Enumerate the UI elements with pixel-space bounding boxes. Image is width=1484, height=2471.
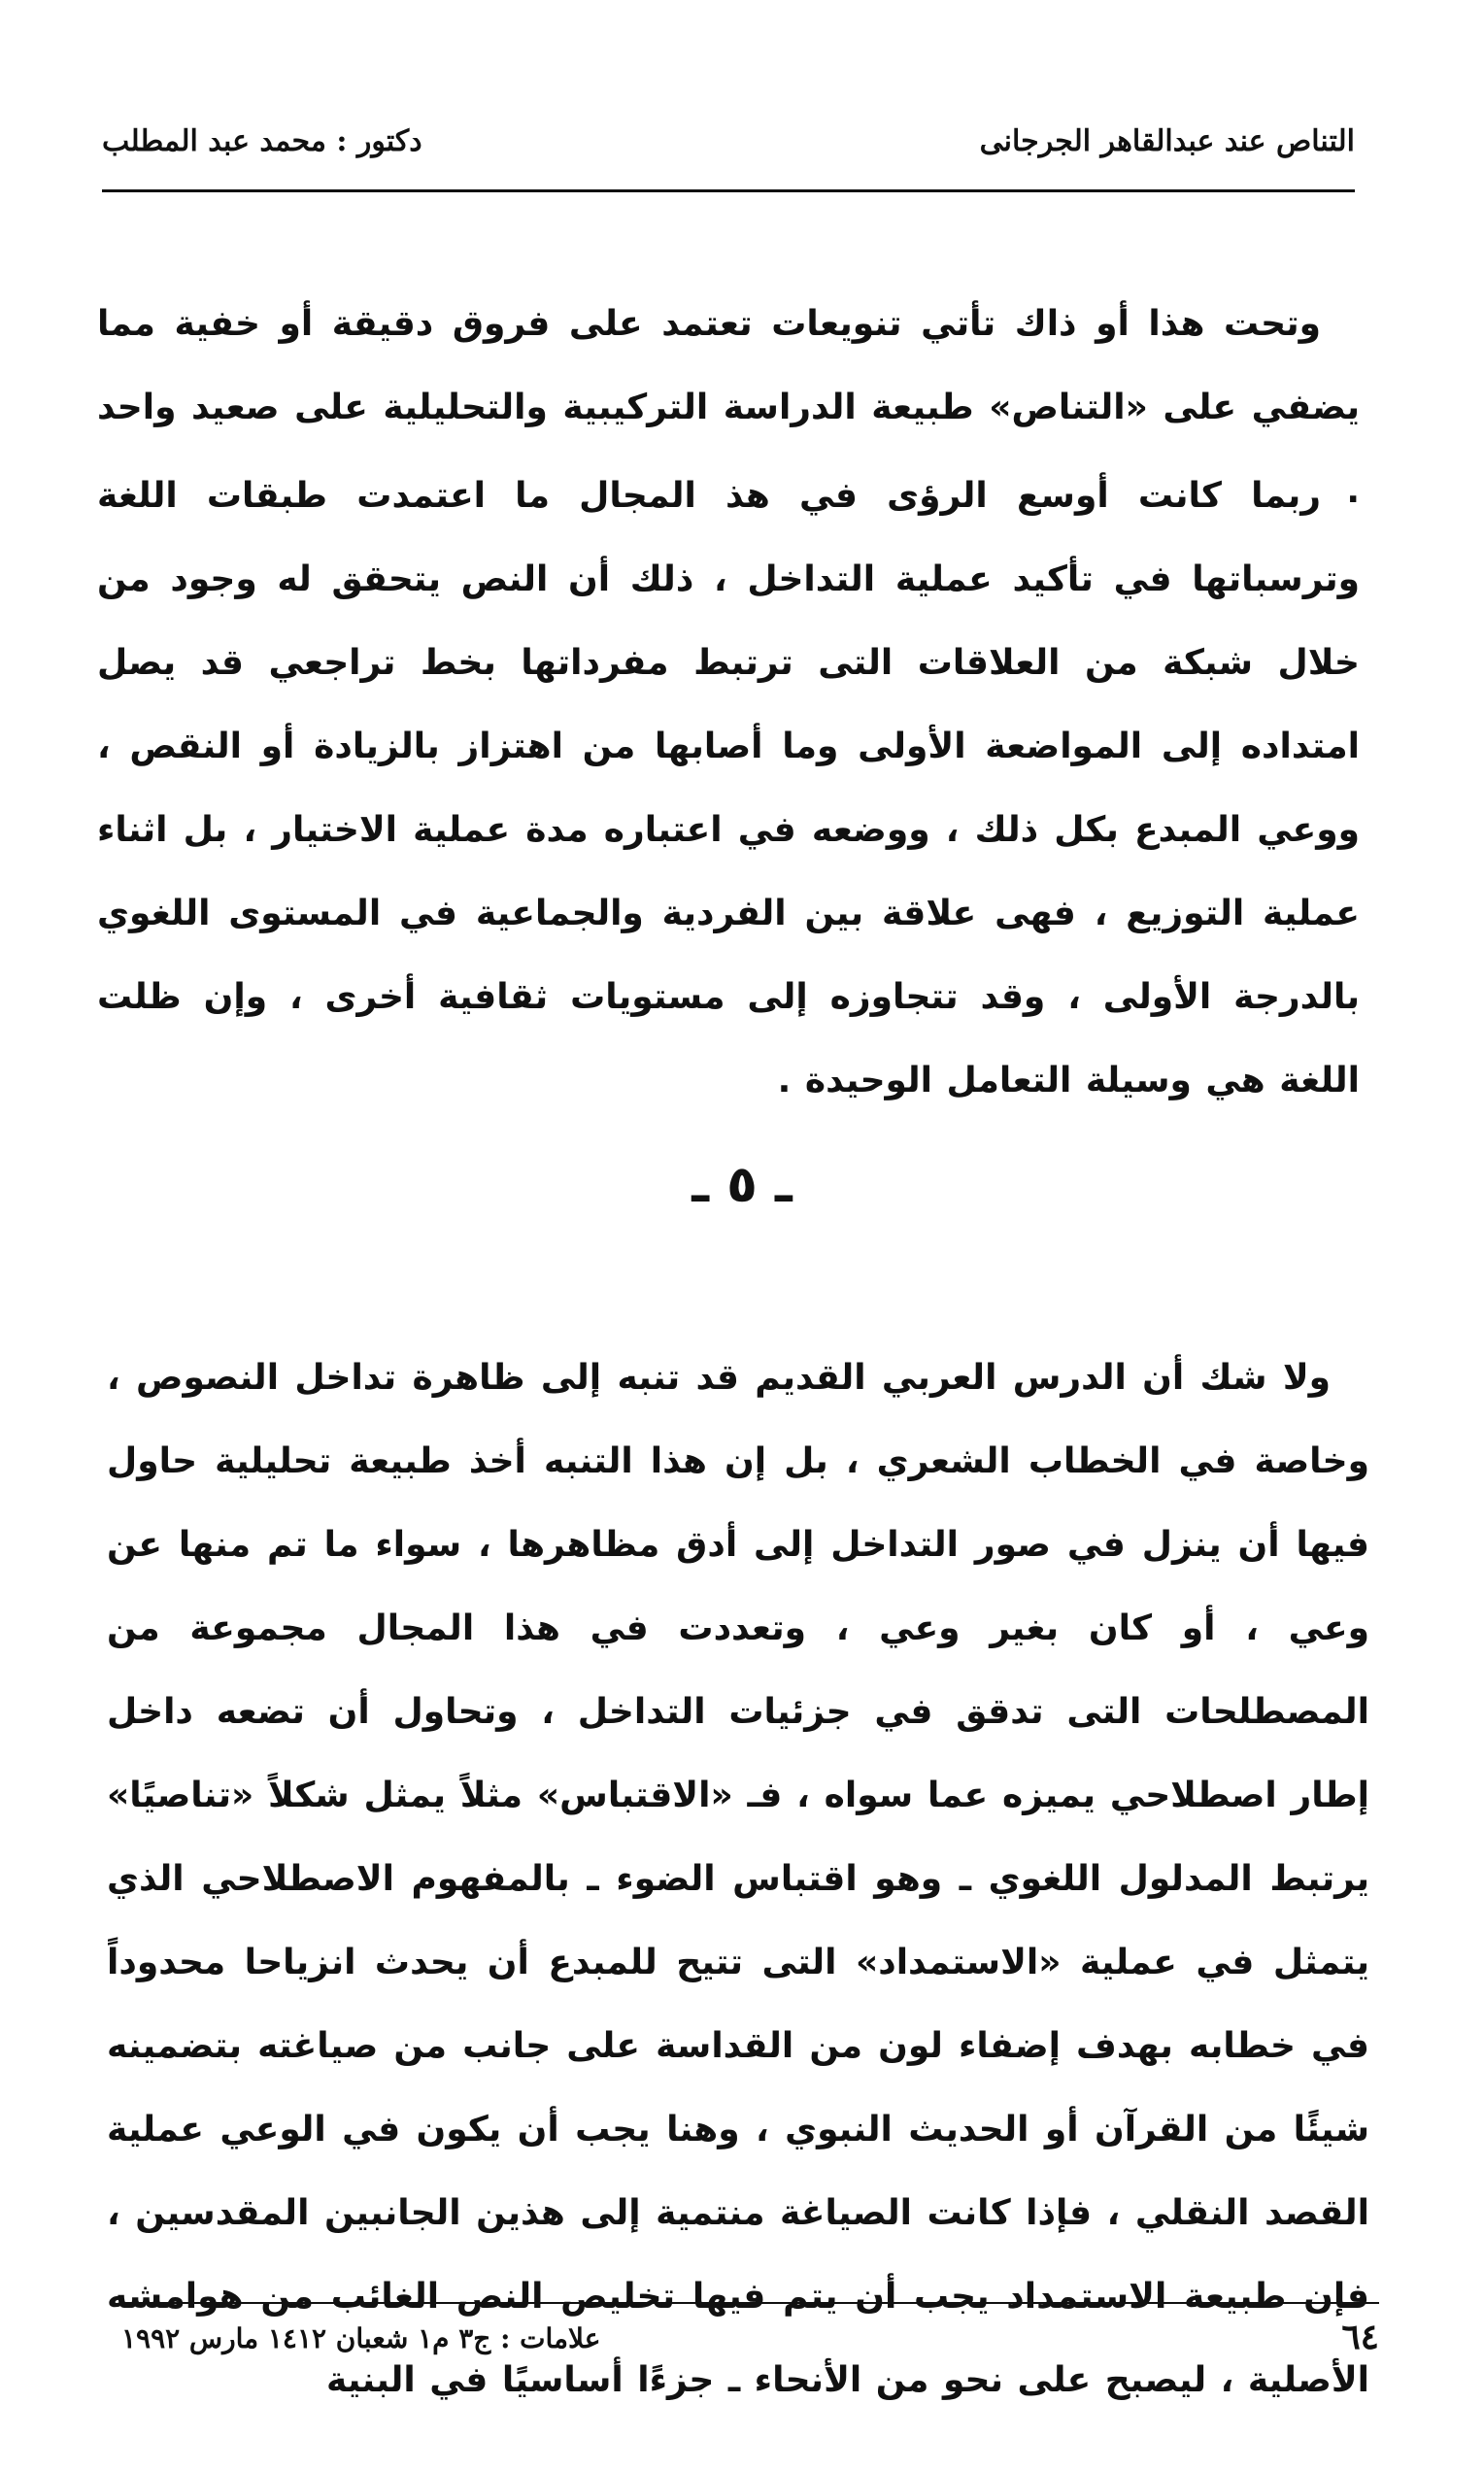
- paragraph-text: وتحت هذا أو ذاك تأتي تنويعات تعتمد على فروق دقيقة أو خفية مما يضفي على «التناص» طبيعة الدراسة التركيبية والتحليلية على صعيد واحد .: [97, 304, 1360, 511]
- paragraph-text: ربما كانت أوسع الرؤى في هذ المجال ما اعتمدت طبقات اللغة وترسباتها في تأكيد عملية التداخل ، ذلك أن النص يتحقق له وجود من خلال شبكة من العلاقات التى ترتبط مفرداتها بخط تراجعي قد يصل امتداده إلى المواضعة الأولى وما أصابها من اهتزاز بالزيادة أو النقص ، ووعي المبدع بكل ذلك ، ووضعه في اعتباره مدة عملية الاختيار ، بل اثناء عملية التوزيع ، فهى علاقة بين الفردية والجماعية في المستوى اللغوي بالدرجة الأولى ، وقد تتجاوزه إلى مستويات ثقافية أخرى ، وإن ظلت اللغة هي وسيلة التعامل الوحيدة .: [97, 476, 1360, 1100]
- header-divider: [102, 189, 1355, 192]
- journal-citation: علامات : ج٣ م١ شعبان ١٤١٢ مارس ١٩٩٢: [121, 2322, 601, 2354]
- section-number: ـ ٥ ـ: [691, 1156, 793, 1214]
- running-book-title: التناص عند عبدالقاهر الجرجانى: [979, 124, 1355, 158]
- page-header: [102, 115, 1355, 173]
- page-number: ٦٤: [1341, 2317, 1379, 2357]
- running-author: دكتور : محمد عبد المطلب: [102, 124, 422, 158]
- page-footer: [121, 2317, 1379, 2365]
- body-paragraph-2: [97, 455, 1360, 1123]
- paragraph-text: ولا شك أن الدرس العربي القديم قد تنبه إلى ظاهرة تداخل النصوص ، وخاصة في الخطاب الشعري ، بل إن هذا التنبه أخذ طبيعة تحليلية حاول فيها أن ينزل في صور التداخل إلى أدق مظاهرها ، سواء ما تم منها عن وعي ، أو كان بغير وعي ، وتعددت في هذا المجال مجموعة من المصطلحات التى تدقق في جزئيات التداخل ، وتحاول أن تضعه داخل إطار اصطلاحي يميزه عما سواه ، فـ «الاقتباس» مثلاً يمثل شكلاً «تناصيًا» يرتبط المدلول اللغوي ـ وهو اقتباس الضوء ـ بالمفهوم الاصطلاحي الذي يتمثل في عملية «الاستمداد» التى تتيح للمبدع أن يحدث انزياحا محدوداً في خطابه بهدف إضفاء لون من القداسة على جانب من صياغته بتضمينه شيئًا من القرآن أو الحديث النبوي ، وهنا يجب أن يكون في الوعي عملية القصد النقلي ، فإذا كانت الصياغة منتمية إلى هذين الجانبين المقدسين ، فإن طبيعة الاستمداد يجب أن يتم فيها تخليص النص الغائب من هوامشه الأصلية ، ليصبح على نحو من الأنحاء ـ جزءًا أساسيًا في البنية: [107, 1358, 1369, 2400]
- body-paragraph-3: [107, 1337, 1369, 2422]
- footer-divider: [121, 2302, 1379, 2304]
